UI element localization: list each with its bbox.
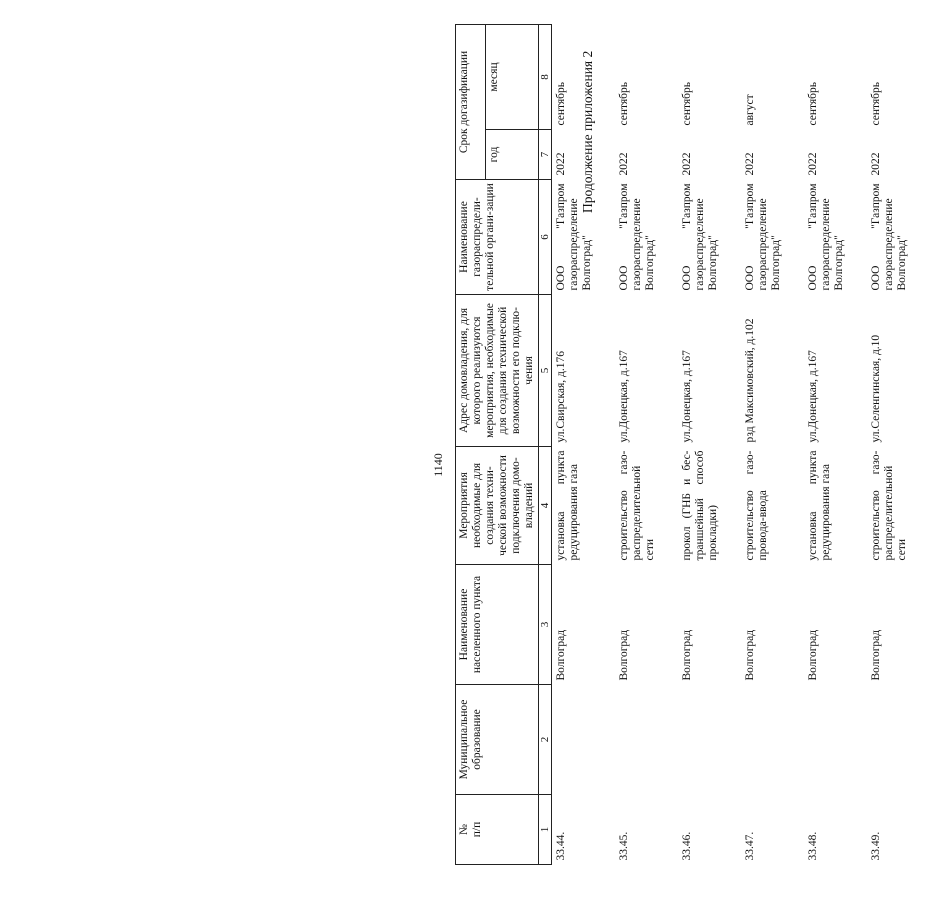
row-month: сентябрь	[618, 81, 630, 126]
org-form: ООО	[681, 265, 693, 291]
column-number: 3	[539, 565, 552, 685]
org-name-start: "Газпром	[618, 183, 630, 229]
header-year: год	[486, 130, 539, 180]
row-number: 33.45.	[618, 831, 630, 861]
row-year: 2022	[870, 152, 882, 176]
row-number: 33.49.	[870, 831, 882, 861]
row-settlement: Волгоград	[744, 629, 756, 681]
row-year: 2022	[618, 152, 630, 176]
header-municipality: Муниципальное образование	[456, 685, 539, 795]
org-form: ООО	[555, 265, 567, 291]
row-address: ул.Свирская, д.176	[555, 350, 567, 443]
org-name-rest: газораспределение Волгоград"	[757, 198, 782, 291]
row-measure: установка пункта редуцирования газа	[807, 450, 832, 561]
row-number: 33.46.	[681, 831, 693, 861]
row-settlement: Волгоград	[807, 629, 819, 681]
row-address: ул.Донецкая, д.167	[807, 350, 819, 443]
row-month: сентябрь	[870, 81, 882, 126]
column-number: 7	[539, 130, 552, 180]
row-number: 33.47.	[744, 831, 756, 861]
header-measures: Мероприятия необходимые для создания техни-ческой возможности подключения домо-владений	[456, 447, 539, 565]
row-measure: строительство газо-распределительной сети	[870, 450, 908, 561]
header-organization: Наименование газораспредели-тельной органи-зации	[456, 180, 539, 295]
row-year: 2022	[555, 152, 567, 176]
org-name-rest: газораспределение Волгоград"	[820, 198, 845, 291]
row-municipality	[867, 685, 930, 795]
row-measure: строительство газо-распределительной сети	[618, 450, 656, 561]
row-settlement: Волгоград	[555, 629, 567, 681]
page-number: 1140	[431, 453, 445, 477]
header-month: месяц	[486, 25, 539, 130]
row-number: 33.48.	[807, 831, 819, 861]
row-measure: установка пункта редуцирования газа	[555, 450, 580, 561]
column-number: 6	[539, 180, 552, 295]
org-name-start: "Газпром	[870, 183, 882, 229]
row-month: сентябрь	[555, 81, 567, 126]
row-month: сентябрь	[807, 81, 819, 126]
header-gasification-term: Срок догазификации	[456, 25, 486, 180]
row-municipality	[804, 685, 867, 795]
org-form: ООО	[807, 265, 819, 291]
row-address: рзд Максимовский, д.102	[744, 318, 756, 443]
row-measure: прокол (ГНБ и бес-траншейный способ прокладки)	[681, 450, 719, 561]
row-organization	[615, 180, 678, 295]
org-name-start: "Газпром	[744, 183, 756, 229]
row-month: сентябрь	[681, 81, 693, 126]
header-address: Адрес домовладения, для которого реализуются мероприятия, необходимые для создания технической возможности его подклю-чения	[456, 295, 539, 447]
column-number: 1	[539, 795, 552, 865]
row-organization	[552, 180, 616, 295]
column-numbers-row	[539, 25, 552, 865]
appendix-note: Продолжение приложения 2	[580, 50, 595, 213]
org-name-start: "Газпром	[807, 183, 819, 229]
org-name-start: "Газпром	[555, 183, 567, 229]
row-address: ул.Донецкая, д.167	[681, 350, 693, 443]
row-municipality	[615, 685, 678, 795]
row-organization	[741, 180, 804, 295]
table-row	[678, 25, 741, 865]
header-number: № п/п	[456, 795, 539, 865]
table-row	[741, 25, 804, 865]
row-municipality	[678, 685, 741, 795]
row-organization	[678, 180, 741, 295]
row-address: ул.Донецкая, д.167	[618, 350, 630, 443]
row-settlement: Волгоград	[870, 629, 882, 681]
row-settlement: Волгоград	[618, 629, 630, 681]
gasification-table	[455, 24, 930, 865]
row-month: август	[744, 94, 756, 126]
org-form: ООО	[618, 265, 630, 291]
table-row	[615, 25, 678, 865]
org-name-rest: газораспределение Волгоград"	[694, 198, 719, 291]
table-header	[456, 25, 552, 865]
table-row	[867, 25, 930, 865]
org-form: ООО	[870, 265, 882, 291]
org-form: ООО	[744, 265, 756, 291]
table-body	[552, 25, 930, 865]
table-row	[804, 25, 867, 865]
row-municipality	[741, 685, 804, 795]
row-measure: строительство газо-провода-ввода	[744, 450, 769, 561]
row-year: 2022	[807, 152, 819, 176]
header-settlement: Наименование населенного пункта	[456, 565, 539, 685]
row-year: 2022	[681, 152, 693, 176]
column-number: 5	[539, 295, 552, 447]
column-number: 2	[539, 685, 552, 795]
row-settlement: Волгоград	[681, 629, 693, 681]
column-number: 4	[539, 447, 552, 565]
org-name-start: "Газпром	[681, 183, 693, 229]
row-year: 2022	[744, 152, 756, 176]
table-row	[552, 25, 616, 865]
row-organization	[804, 180, 867, 295]
org-name-rest: газораспределение Волгоград"	[568, 198, 593, 291]
row-number: 33.44.	[555, 831, 567, 861]
org-name-rest: газораспределение Волгоград"	[631, 198, 656, 291]
org-name-rest: газораспределение Волгоград"	[883, 198, 908, 291]
row-address: ул.Селенгинская, д.10	[870, 334, 882, 443]
column-number: 8	[539, 25, 552, 130]
row-organization	[867, 180, 930, 295]
row-municipality	[552, 685, 616, 795]
